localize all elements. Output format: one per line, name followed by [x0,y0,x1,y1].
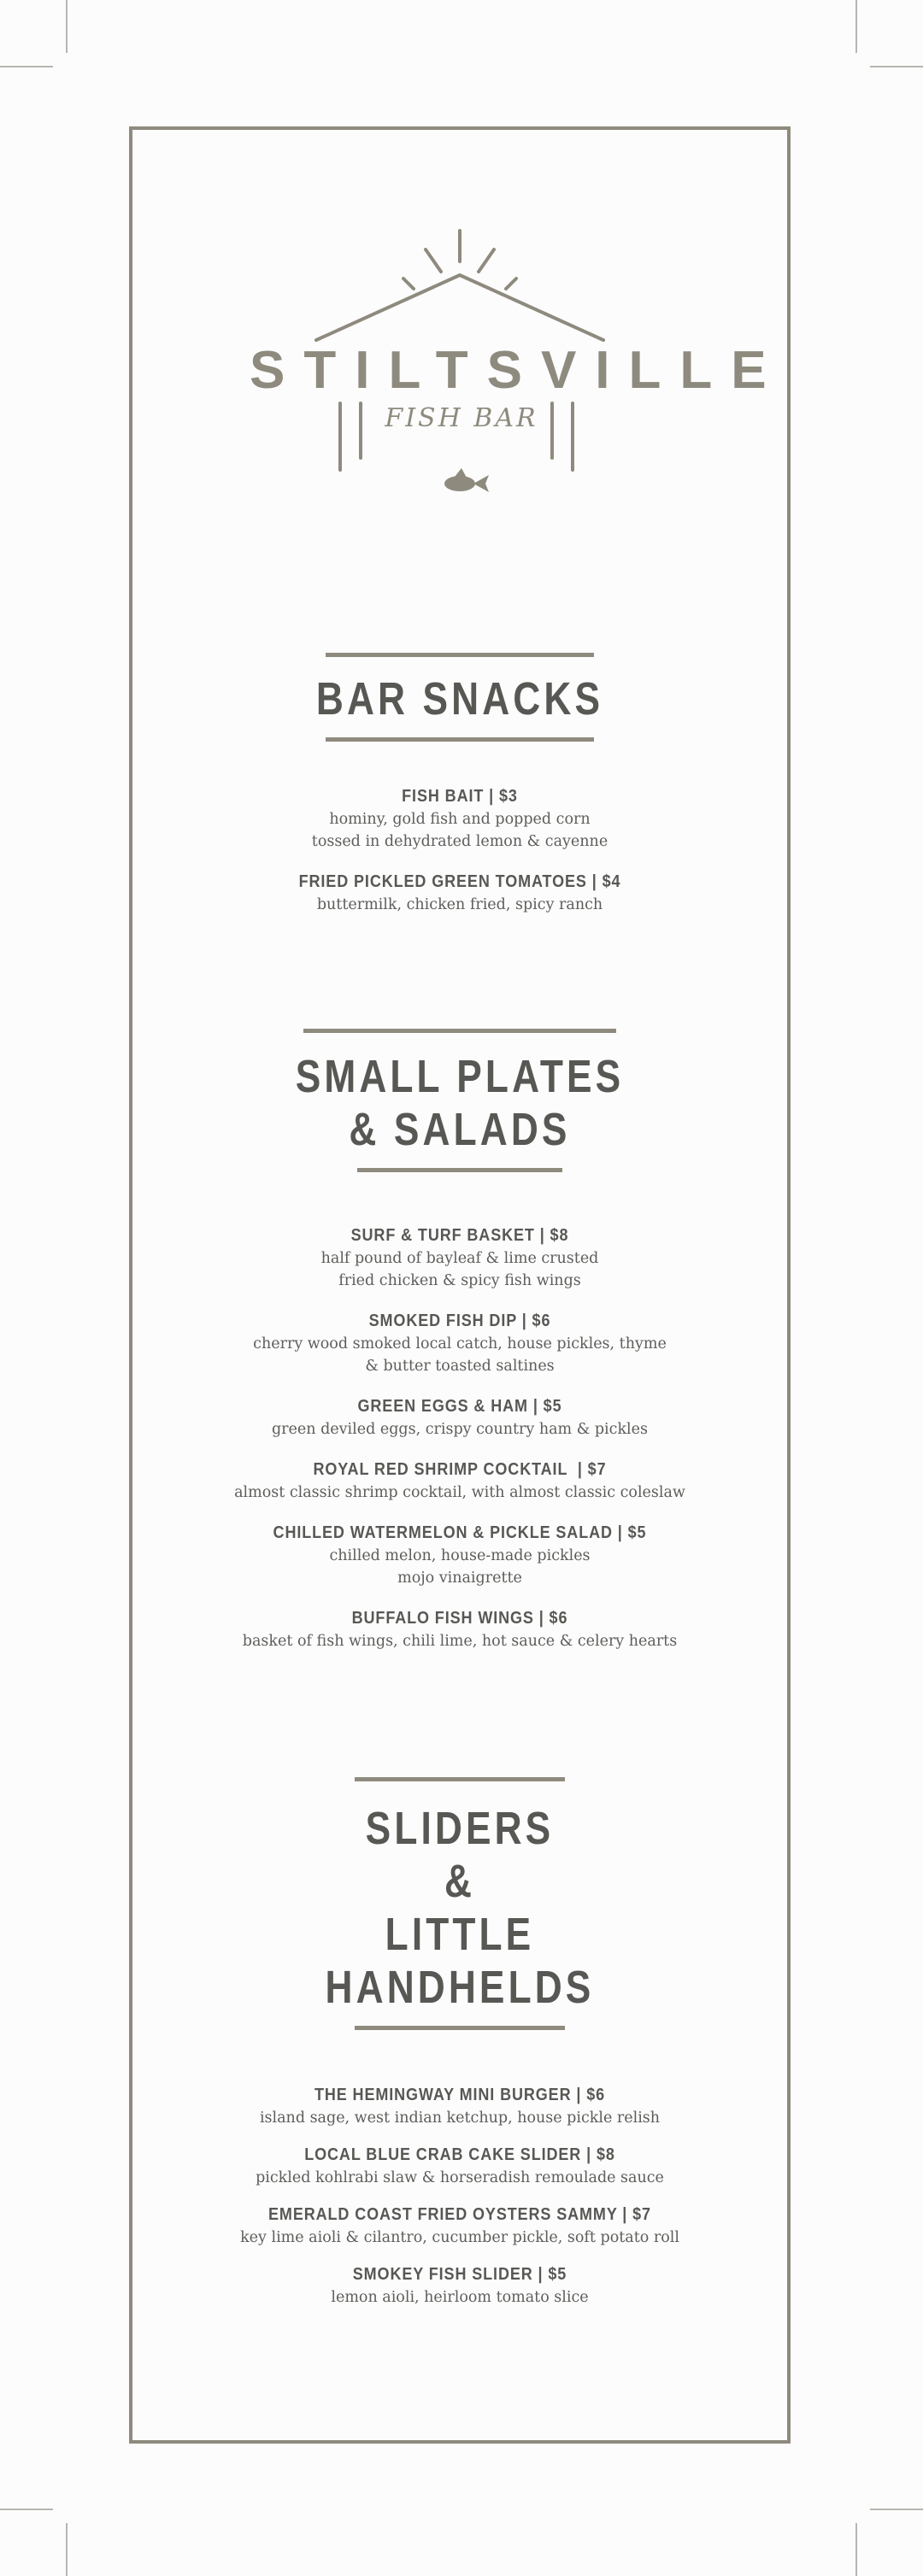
section-sliders [129,1777,791,2030]
crop-mark [0,66,53,67]
item-name: CHILLED WATERMELON & PICKLE SALAD | $5 [273,1523,647,1542]
crop-mark [855,0,857,53]
section-small-plates [129,1029,791,1172]
menu-item [129,1309,791,1377]
item-name: FISH BAIT | $3 [402,787,518,806]
item-desc: tossed in dehydrated lemon & cayenne [311,833,608,850]
item-desc: fried chicken & spicy fish wings [338,1272,581,1289]
item-desc: mojo vinaigrette [397,1570,522,1587]
items-small-plates [129,1223,791,1669]
menu-item [129,1223,791,1292]
menu-item [129,1394,791,1441]
item-name: GREEN EGGS & HAM | $5 [357,1397,562,1416]
crop-mark [66,2523,68,2576]
menu-item [129,2203,791,2249]
item-name: BUFFALO FISH WINGS | $6 [351,1609,568,1628]
items-sliders [129,2083,791,2322]
crop-mark [855,2523,857,2576]
menu-item [129,1606,791,1652]
section-title: & SALADS [349,1104,571,1155]
section-title: HANDHELDS [325,1962,595,2013]
section-title: BAR SNACKS [315,673,604,725]
logo [231,222,785,504]
item-desc: cherry wood smoked local catch, house pickles, thyme [253,1335,667,1353]
item-desc: almost classic shrimp cocktail, with almost classic coleslaw [234,1484,685,1501]
item-name: SMOKED FISH DIP | $6 [368,1311,551,1330]
menu-item [129,1521,791,1589]
item-desc: basket of fish wings, chili lime, hot sauce & celery hearts [242,1633,678,1650]
item-name: EMERALD COAST FRIED OYSTERS SAMMY | $7 [268,2205,651,2224]
item-name: SMOKEY FISH SLIDER | $5 [352,2265,567,2284]
item-desc: buttermilk, chicken fried, spicy ranch [316,896,603,913]
section-title: LITTLE [385,1909,535,1960]
brand-subtitle: FISH BAR [385,403,538,433]
item-desc: hominy, gold fish and popped corn [329,811,591,828]
item-name: FRIED PICKLED GREEN TOMATOES | $4 [298,872,621,891]
section-rule [357,1168,562,1172]
item-desc: island sage, west indian ketchup, house pickle relish [259,2110,661,2127]
item-desc: lemon aioli, heirloom tomato slice [331,2289,589,2306]
item-desc: green deviled eggs, crispy country ham & pickles [271,1421,648,1438]
section-rule [326,737,594,742]
fish-icon [444,468,489,492]
item-desc: & butter toasted saltines [365,1358,555,1375]
section-rule [355,2026,565,2030]
crop-mark [870,66,923,67]
menu-item [129,2083,791,2129]
item-desc: key lime aioli & cilantro, cucumber pickle, soft potato roll [240,2229,679,2246]
item-name: ROYAL RED SHRIMP COCKTAIL | $7 [313,1460,607,1479]
items-bar-snacks [129,784,791,933]
menu-item [129,1458,791,1504]
brand-name: STILTSVILLE [250,341,785,400]
menu-item [129,2262,791,2309]
item-desc: half pound of bayleaf & lime crusted [320,1250,599,1267]
section-title: & [444,1856,476,1907]
item-name: SURF & TURF BASKET | $8 [350,1226,569,1245]
crop-mark [0,2509,53,2510]
menu-item [129,870,791,916]
item-desc: chilled melon, house-made pickles [329,1547,591,1564]
section-bar-snacks [129,653,791,742]
menu-item [129,784,791,853]
item-name: THE HEMINGWAY MINI BURGER | $6 [314,2086,606,2104]
item-name: LOCAL BLUE CRAB CAKE SLIDER | $8 [304,2145,615,2164]
menu-item [129,2143,791,2189]
section-title: SLIDERS [365,1803,555,1854]
crop-mark [870,2509,923,2510]
section-title: SMALL PLATES [295,1051,625,1102]
crop-mark [66,0,68,53]
item-desc: pickled kohlrabi slaw & horseradish remoulade sauce [256,2169,664,2186]
